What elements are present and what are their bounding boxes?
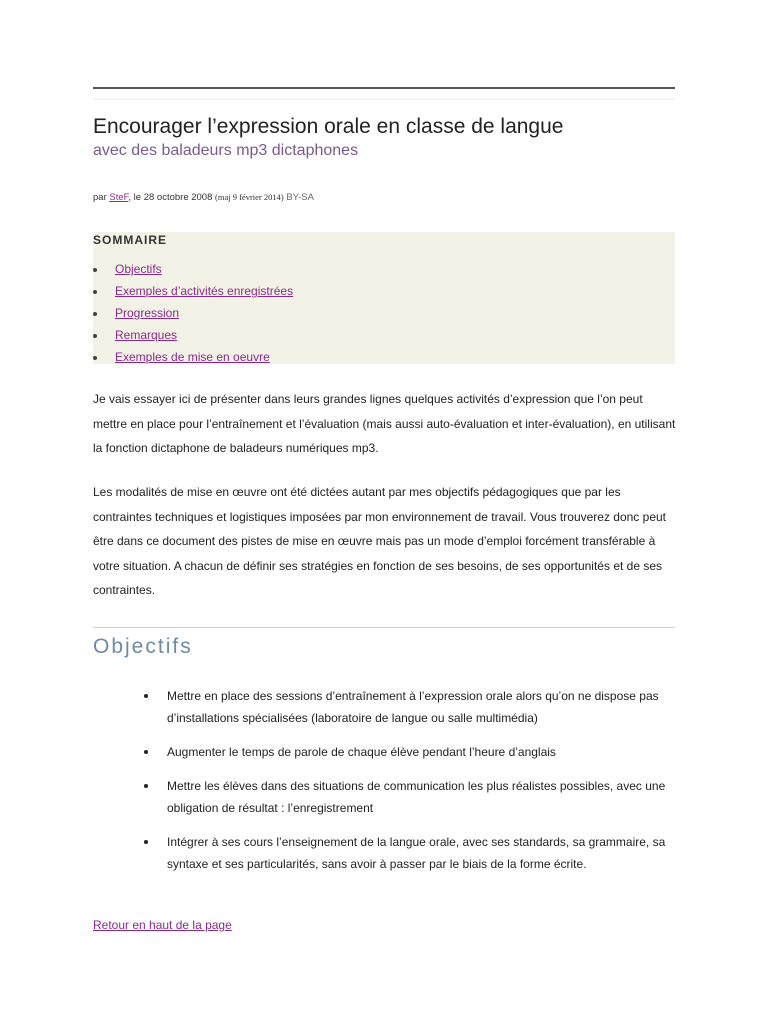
toc-item <box>93 302 675 324</box>
toc-item <box>93 280 675 302</box>
author-link[interactable]: SteF <box>109 192 129 203</box>
toc-link-objectifs[interactable]: Objectifs <box>115 262 162 276</box>
article-title: Encourager l’expression orale en classe de langue <box>93 115 564 138</box>
toc-link-exemples-activites[interactable]: Exemples d’activités enregistrées <box>115 284 294 298</box>
top-divider-thin <box>93 99 675 100</box>
toc-list <box>93 258 675 368</box>
toc-title: SOMMAIRE <box>93 233 167 247</box>
publish-date: , le 28 octobre 2008 <box>128 192 213 203</box>
toc-link-progression[interactable]: Progression <box>115 306 180 320</box>
toc-item <box>93 258 675 280</box>
toc-item <box>93 324 675 346</box>
objective-item: Augmenter le temps de parole de chaque élève pendant l’heure d’anglais <box>143 741 677 763</box>
top-divider <box>93 87 675 89</box>
license-label: BY-SA <box>286 192 314 203</box>
objective-item: Mettre les élèves dans des situations de communication les plus réalistes possibles, avec une obligation de résultat : l’enregistrement <box>143 775 677 819</box>
update-date: (maj 9 février 2014) <box>215 192 284 202</box>
table-of-contents <box>93 232 675 364</box>
objective-item: Intégrer à ses cours l’enseignement de la langue orale, avec ses standards, sa grammaire, sa syntaxe et ses particularités, sans avoir à passer par le biais de la forme écrite. <box>143 831 677 875</box>
byline <box>93 192 314 203</box>
intro-paragraph-1: Je vais essayer ici de présenter dans leurs grandes lignes quelques activités d’expression que l’on peut mettre en place pour l’entraînement et l’évaluation (mais aussi auto-évaluation et inter-évaluation), en utilisant la fonction dictaphone de baladeurs numériques mp3. <box>93 392 676 455</box>
byline-prefix: par <box>93 192 107 203</box>
toc-link-mise-en-oeuvre[interactable]: Exemples de mise en oeuvre <box>115 350 270 364</box>
section-divider <box>93 627 675 628</box>
toc-link-remarques[interactable]: Remarques <box>115 328 178 342</box>
objectives-list <box>143 685 677 887</box>
toc-item <box>93 346 675 368</box>
objective-item: Mettre en place des sessions d’entraînement à l’expression orale alors qu’on ne dispose pas d’installations spécialisées (laboratoire de langue ou salle multimédia) <box>143 685 677 729</box>
intro-paragraph-2: Les modalités de mise en œuvre ont été dictées autant par mes objectifs pédagogiques que par les contraintes techniques et logistiques imposées par mon environnement de travail. Vous trouverez donc peut être dans ce document des pistes de mise en œuvre mais pas un mode d’emploi forcément transférable à votre situation. A chacun de définir ses stratégies en fonction de ses besoins, de ses opportunités et de ses contraintes. <box>93 485 666 597</box>
section-title-objectifs: Objectifs <box>93 635 193 658</box>
back-to-top-link[interactable]: Retour en haut de la page <box>93 918 232 932</box>
article-subtitle: avec des baladeurs mp3 dictaphones <box>93 142 359 159</box>
